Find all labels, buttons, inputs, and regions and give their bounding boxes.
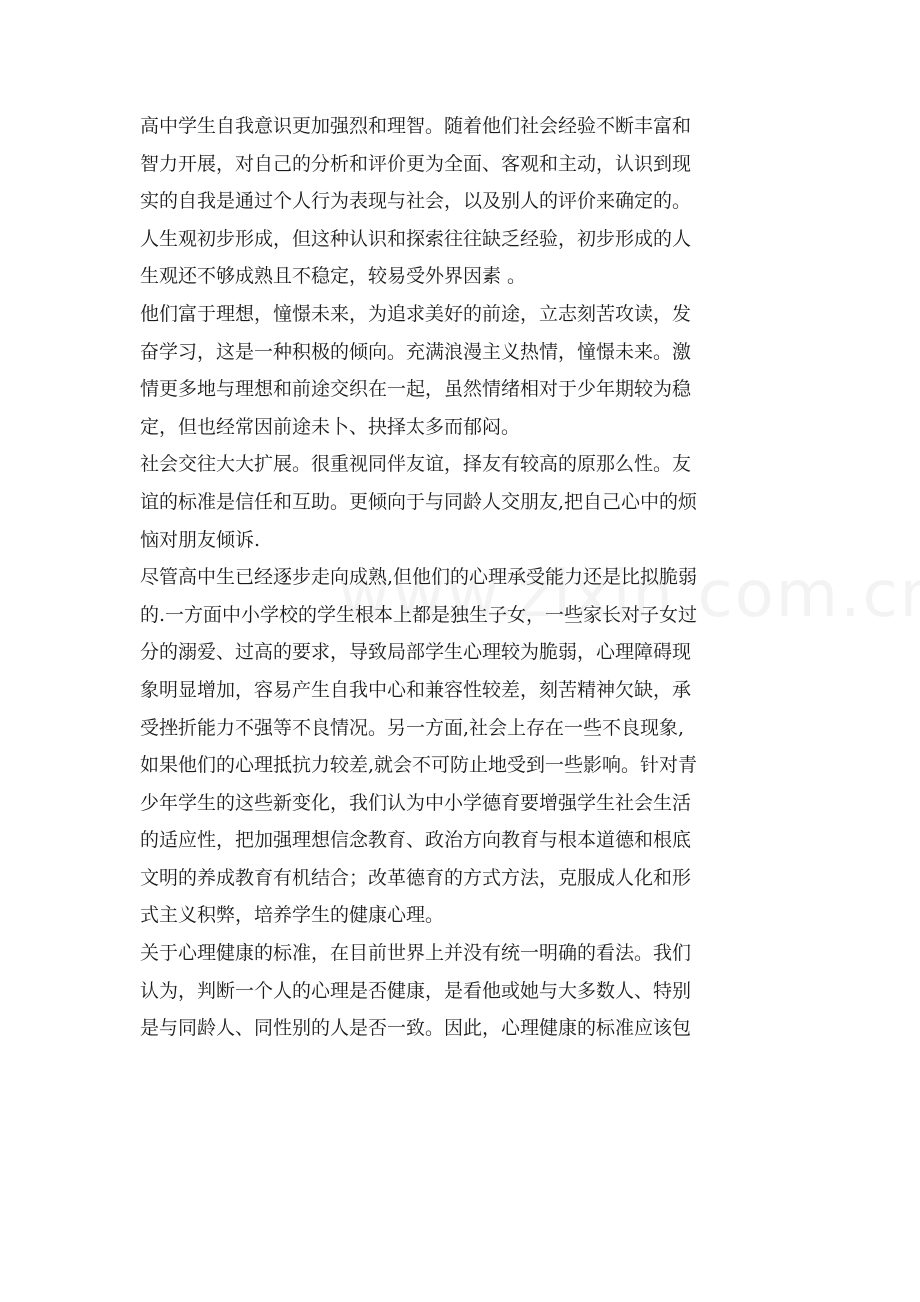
text-line: 情更多地与理想和前途交织在一起，虽然情绪相对于少年期较为稳 [140,378,692,401]
text-line: 实的自我是通过个人行为表现与社会，以及别人的评价来确定的。 [140,190,692,213]
text-line: 恼对朋友倾诉. [140,528,261,551]
document-body [140,108,780,1048]
text-line: 少年学生的这些新变化，我们认为中小学德育要增强学生社会生活 [140,791,692,814]
text-line: 分的溺爱、过高的要求，导致局部学生心理较为脆弱，心理障碍现 [140,641,692,664]
text-line: 人生观初步形成，但这种认识和探索往往缺乏经验，初步形成的人 [140,227,692,250]
text-line: 式主义积弊，培养学生的健康心理。 [140,904,445,927]
text-line: 社会交往大大扩展。很重视同伴友谊，择友有较高的原那么性。友 [140,453,692,476]
text-line: 关于心理健康的标准，在目前世界上并没有统一明确的看法。我们 [140,942,692,965]
text-line: 生观还不够成熟且不稳定，较易受外界因素 。 [140,265,527,288]
text-line: 的.一方面中小学校的学生根本上都是独生子女，一些家长对子女过 [140,603,698,626]
text-line: 奋学习，这是一种积极的倾向。充满浪漫主义热情，憧憬未来。激 [140,340,692,363]
text-line: 他们富于理想，憧憬未来，为追求美好的前途，立志刻苦攻读，发 [140,302,692,325]
text-line: 认为，判断一个人的心理是否健康，是看他或她与大多数人、特别 [140,979,692,1002]
text-line: 如果他们的心理抵抗力较差,就会不可防止地受到一些影响。针对青 [140,754,698,777]
text-line: 智力开展，对自己的分析和评价更为全面、客观和主动，认识到现 [140,152,692,175]
text-line: 定，但也经常因前途未卜、抉择太多而郁闷。 [140,415,521,438]
text-line: 高中学生自我意识更加强烈和理智。随着他们社会经验不断丰富和 [140,115,692,137]
text-line: 象明显增加，容易产生自我中心和兼容性较差，刻苦精神欠缺，承 [140,678,692,701]
text-line: 的适应性，把加强理想信念教育、政治方向教育与根本道德和根底 [140,829,692,852]
text-line: 受挫折能力不强等不良情况。另一方面,社会上存在一些不良现象, [140,716,685,739]
text-line: 文明的养成教育有机结合；改革德育的方式方法，克服成人化和形 [140,866,692,889]
text-line: 谊的标准是信任和互助。更倾向于与同龄人交朋友,把自己心中的烦 [140,490,698,513]
text-line: 是与同龄人、同性别的人是否一致。因此，心理健康的标准应该包 [140,1017,692,1040]
text-line: 尽管高中生已经逐步走向成熟,但他们的心理承受能力还是比拟脆弱 [140,566,698,589]
